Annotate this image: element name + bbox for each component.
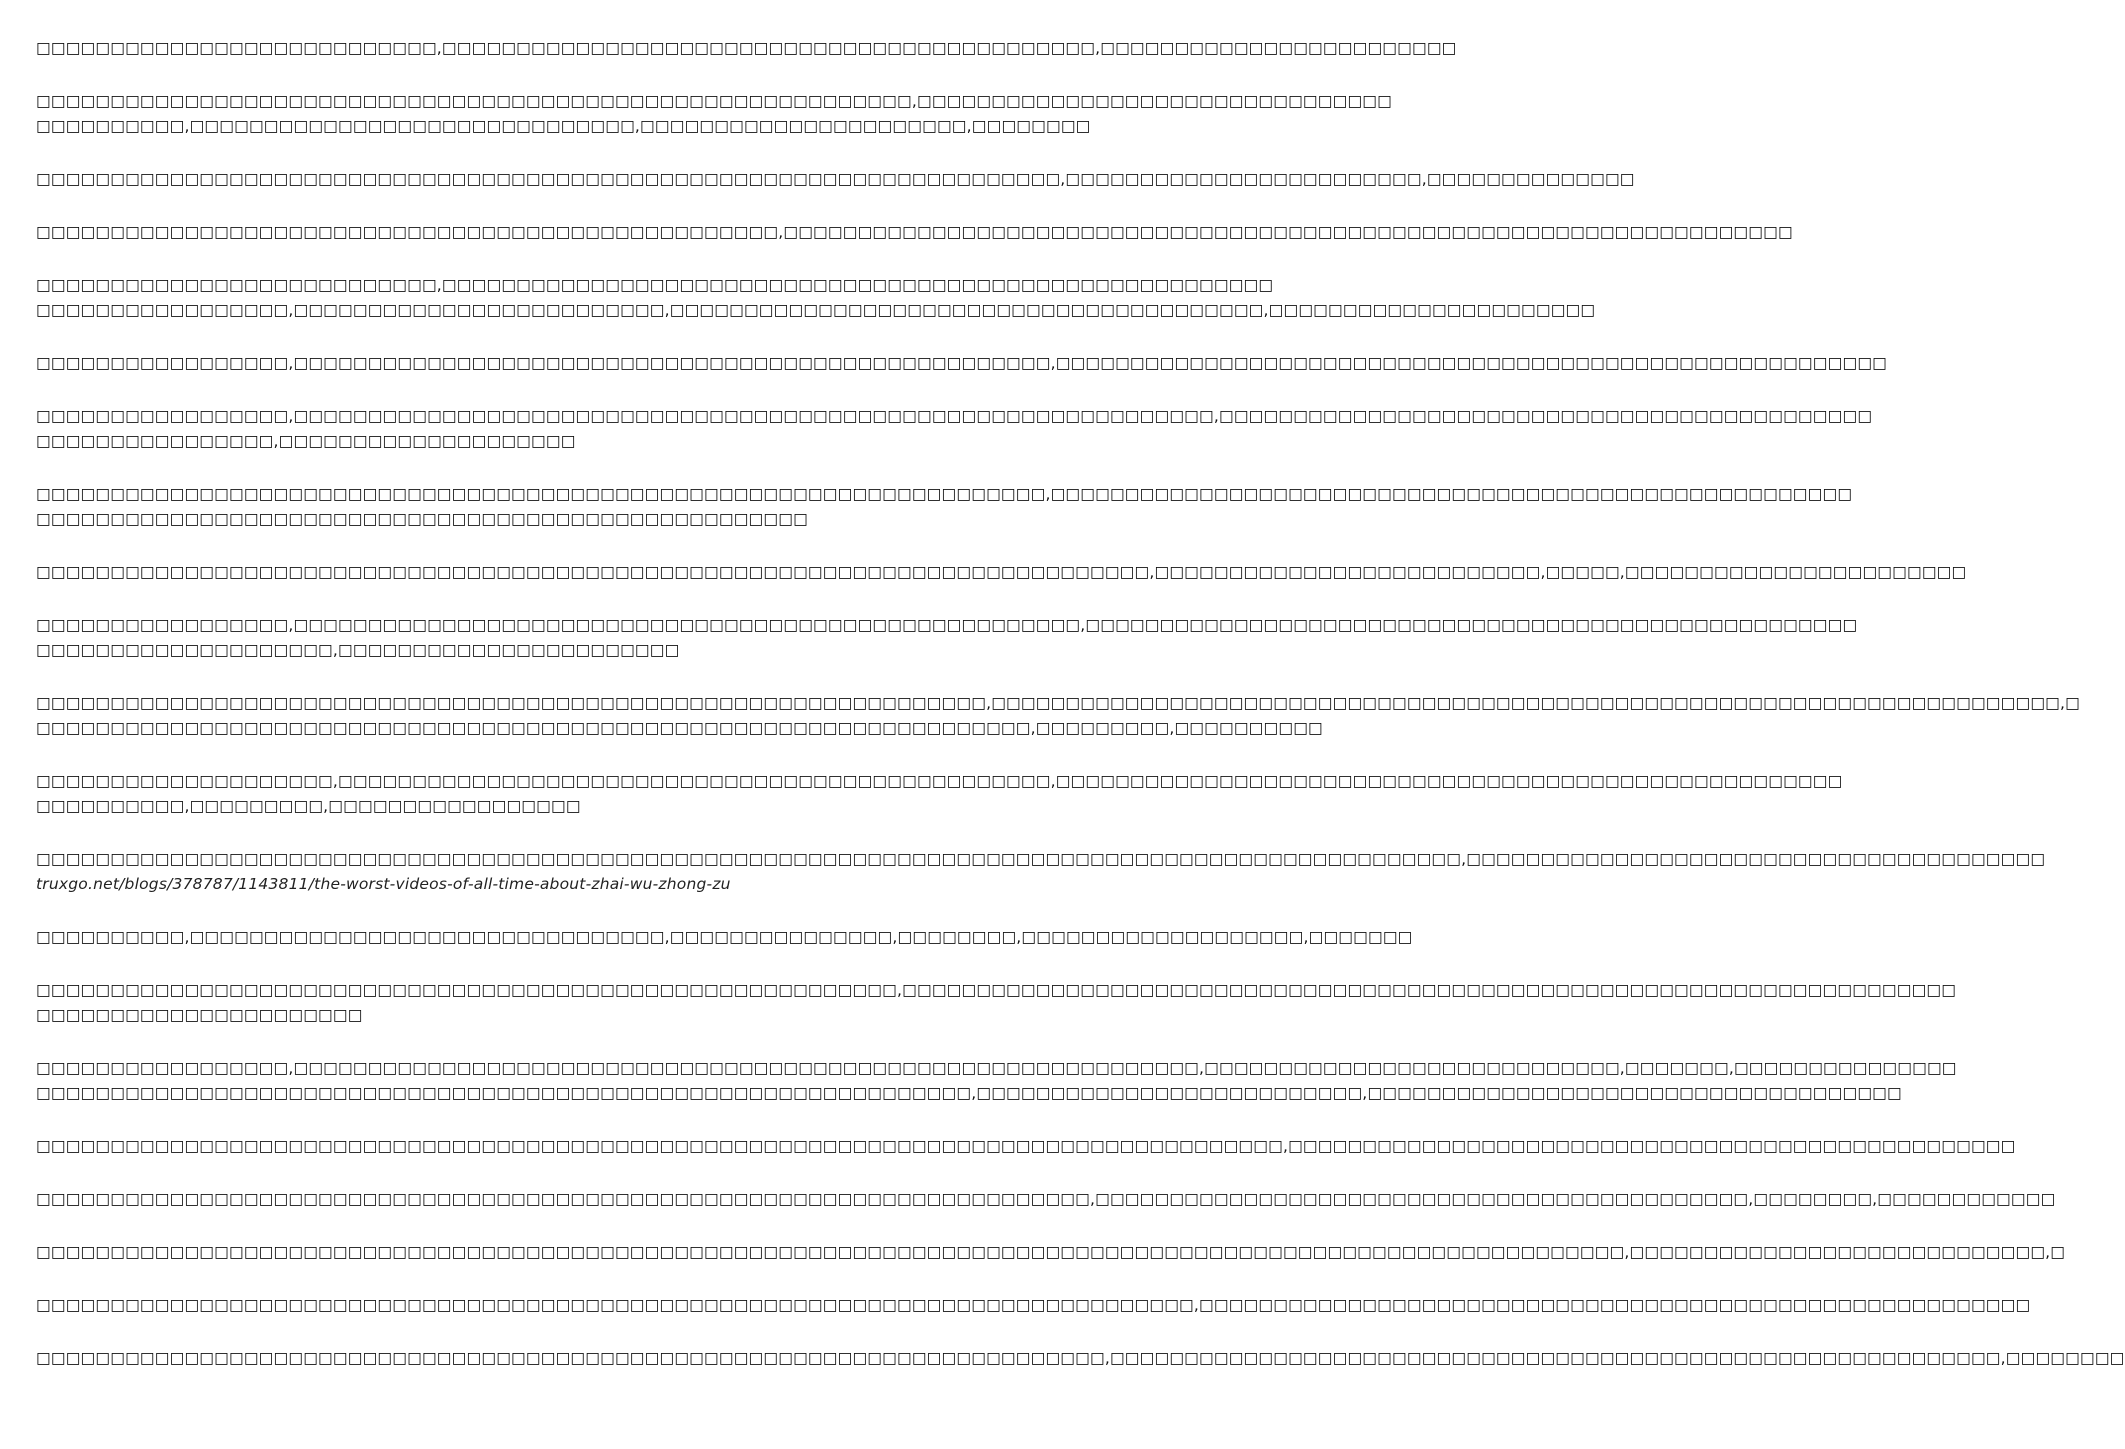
paragraph-line: □□□□□□□□□□□□□□□□□□□□□□□□□□□□□□□□□□□□□□□□□□□□□□□□□□□□□□□□□□□□□□□□□□□□□□□□,□□□□□□□□□□□□□□□□□□□□□□□□□□□□□□□□□□□□□□□□□□□□□□□□□□□□□□□□□□□□,□□□□□□□□ [36,1349,2125,1367]
paragraph-line: □□□□□□□□□□□□□□□□□□□□,□□□□□□□□□□□□□□□□□□□□□□□ [36,641,680,659]
paragraph [36,351,1888,376]
paragraph-line: □□□□□□□□□□,□□□□□□□□□□□□□□□□□□□□□□□□□□□□□□,□□□□□□□□□□□□□□□□□□□□□□,□□□□□□□□ [36,117,1091,135]
paragraph-line: □□□□□□□□□□□□□□□□□,□□□□□□□□□□□□□□□□□□□□□□□□□□□□□□□□□□□□□□□□□□□□□□□□□□□□□□□□□□□□□□,□□□□□□□□□□□□□□□□□□□□□□□□□□□□□□□□□□□□□□□□□□□□ [36,407,1873,425]
paragraph [36,1240,2066,1265]
paragraph-line: □□□□□□□□□□□□□□□□□□□□□□□□□□□□□□□□□□□□□□□□□□□□□□□□□□□□□□□□□□□□□□□□,□□□□□□□□□□□□□□□□□□□□□□□□□□□□□□□□□□□□□□□□□□□□□□□□□□□□□□□□□□□□□□□□□□□□□□□□,□ [36,694,2080,712]
paragraph [36,978,1957,1028]
paragraph [36,613,1858,663]
paragraph-line: □□□□□□□□□□□□□□□□□□□□□□□□□□□□□□□□□□□□□□□□□□□□□□□□□□□□□□□□□□□,□□□□□□□□□□□□□□□□□□□□□□□□□□□□□□□□ [36,92,1393,110]
paragraph-line: □□□□□□□□□□,□□□□□□□□□,□□□□□□□□□□□□□□□□□ [36,797,581,815]
paragraph-line: □□□□□□□□□□□□□□□□□□□□□□□□□□□□□□□□□□□□□□□□□□□□□□□□□□□□□□□□□□□□□□□□□□□□□□□□□□□,□□□□□□□□□□□□□□□□□□□□□□□□□□,□□□□□,□□□□□□□□□□□□□□□□□□□□□□□ [36,563,1967,581]
paragraph [36,1134,2016,1159]
paragraph [36,89,1393,139]
paragraph-line: □□□□□□□□□□□□□□□□,□□□□□□□□□□□□□□□□□□□□ [36,432,576,450]
paragraph [36,220,1793,245]
paragraph [36,1293,2031,1318]
paragraph-line: □□□□□□□□□□□□□□□□□,□□□□□□□□□□□□□□□□□□□□□□□□□□□□□□□□□□□□□□□□□□□□□□□□□□□□□□□□□□□□□,□□□□□□□□□□□□□□□□□□□□□□□□□□□□,□□□□□□□,□□□□□□□□□□□□□□□ [36,1059,1957,1077]
paragraph-line: □□□□□□□□□□□□□□□□□□□□,□□□□□□□□□□□□□□□□□□□□□□□□□□□□□□□□□□□□□□□□□□□□□□□□,□□□□□□□□□□□□□□□□□□□□□□□□□□□□□□□□□□□□□□□□□□□□□□□□□□□□□ [36,772,1843,790]
paragraph-line: □□□□□□□□□□□□□□□□□□□□□□□□□□□□□□□□□□□□□□□□□□□□□□□□□□,□□□□□□□□□□□□□□□□□□□□□□□□□□□□□□□□□□□□□□□□□□□□□□□□□□□□□□□□□□□□□□□□□□□□ [36,223,1793,241]
paragraph-line: □□□□□□□□□□□□□□□□□□□□□□□□□□□,□□□□□□□□□□□□□□□□□□□□□□□□□□□□□□□□□□□□□□□□□□□□□□□□□□□□□□□□ [36,276,1274,294]
paragraph-line: □□□□□□□□□□□□□□□□□□□□□□ [36,1006,363,1024]
paragraph-line: □□□□□□□□□□,□□□□□□□□□□□□□□□□□□□□□□□□□□□□□□□□,□□□□□□□□□□□□□□□,□□□□□□□□,□□□□□□□□□□□□□□□□□□□,□□□□□□□ [36,928,1413,946]
document-body [36,36,2125,1399]
paragraph-line: □□□□□□□□□□□□□□□□□□□□□□□□□□□□□□□□□□□□□□□□□□□□□□□□□□□□□□□□□□□□□□□□□□□,□□□□□□□□□,□□□□□□□□□□ [36,719,1323,737]
paragraph [36,404,1873,454]
paragraph [36,1056,1957,1106]
paragraph-line: □□□□□□□□□□□□□□□□□,□□□□□□□□□□□□□□□□□□□□□□□□□□□□□□□□□□□□□□□□□□□□□□□□□□□,□□□□□□□□□□□□□□□□□□□□□□□□□□□□□□□□□□□□□□□□□□□□□□□□□□□□□□□□ [36,354,1888,372]
paragraph [36,1187,2056,1212]
paragraph-line: □□□□□□□□□□□□□□□□□□□□□□□□□□□□□□□□□□□□□□□□□□□□□□□□□□□□□□□□□□,□□□□□□□□□□□□□□□□□□□□□□□□□□□□□□□□□□□□□□□□□□□□□□□□□□□□□□□□□□□□□□□□□□□□□□□ [36,981,1957,999]
paragraph [36,273,1596,323]
paragraph [36,560,1967,585]
paragraph-line: □□□□□□□□□□□□□□□□□□□□□□□□□□□□□□□□□□□□□□□□□□□□□□□□□□□□ [36,510,808,528]
paragraph-line: □□□□□□□□□□□□□□□□□,□□□□□□□□□□□□□□□□□□□□□□□□□□□□□□□□□□□□□□□□□□□□□□□□□□□□□,□□□□□□□□□□□□□□□□□□□□□□□□□□□□□□□□□□□□□□□□□□□□□□□□□□□□ [36,616,1858,634]
paragraph-line: □□□□□□□□□□□□□□□□□□□□□□□□□□□□□□□□□□□□□□□□□□□□□□□□□□□□□□□□□□□□□□□,□□□□□□□□□□□□□□□□□□□□□□□□□□,□□□□□□□□□□□□□□□□□□□□□□□□□□□□□□□□□□□□ [36,1084,1902,1102]
paragraph-line: □□□□□□□□□□□□□□□□□□□□□□□□□□□□□□□□□□□□□□□□□□□□□□□□□□□□□□□□□□□□□□□□□□□□□□□□□□□□□□,□□□□□□□□□□□□□□□□□□□□□□□□□□□□□□□□□□□□□□□□□□□□□□□□□□□□□□□□ [36,1296,2031,1314]
blog-link[interactable]: truxgo.net/blogs/378787/1143811/the-worst-videos-of-all-time-about-zhai-wu-zhong-zu [36,875,731,893]
paragraph-line: □□□□□□□□□□□□□□□□□,□□□□□□□□□□□□□□□□□□□□□□□□□,□□□□□□□□□□□□□□□□□□□□□□□□□□□□□□□□□□□□□□□□,□□□□□□□□□□□□□□□□□□□□□□ [36,301,1596,319]
paragraph [36,925,1413,950]
paragraph [36,167,1635,192]
paragraph-line: □□□□□□□□□□□□□□□□□□□□□□□□□□□□□□□□□□□□□□□□□□□□□□□□□□□□□□□□□□□□□□□□□□□□□□□□□□□□□□□□□□□□□□□□□□□□□□□□,□□□□□□□□□□□□□□□□□□□□□□□□□□□□□□□□□□□□□□□ [36,850,2046,868]
paragraph-line: □□□□□□□□□□□□□□□□□□□□□□□□□□□□□□□□□□□□□□□□□□□□□□□□□□□□□□□□□□□□□□□□□□□□□□□,□□□□□□□□□□□□□□□□□□□□□□□□□□□□□□□□□□□□□□□□□□□□,□□□□□□□□,□□□□□□□□□□□□ [36,1190,2056,1208]
paragraph-line: □□□□□□□□□□□□□□□□□□□□□□□□□□□□□□□□□□□□□□□□□□□□□□□□□□□□□□□□□□□□□□□□□□□□□□□□□□□□□□□□□□□□□□□□□□□□□□□□□□□□□□□□□□□,□□□□□□□□□□□□□□□□□□□□□□□□□□□□,□ [36,1243,2066,1261]
paragraph [36,36,1457,61]
paragraph [36,769,1843,819]
paragraph [36,691,2080,741]
paragraph-line: □□□□□□□□□□□□□□□□□□□□□□□□□□□□□□□□□□□□□□□□□□□□□□□□□□□□□□□□□□□□□□□□□□□□□,□□□□□□□□□□□□□□□□□□□□□□□□,□□□□□□□□□□□□□□ [36,170,1635,188]
paragraph-line: □□□□□□□□□□□□□□□□□□□□□□□□□□□□□□□□□□□□□□□□□□□□□□□□□□□□□□□□□□□□□□□□□□□□□□□□□□□□□□□□□□□□,□□□□□□□□□□□□□□□□□□□□□□□□□□□□□□□□□□□□□□□□□□□□□□□□□ [36,1137,2016,1155]
paragraph [36,482,1853,532]
paragraph-line: □□□□□□□□□□□□□□□□□□□□□□□□□□□,□□□□□□□□□□□□□□□□□□□□□□□□□□□□□□□□□□□□□□□□□□□□,□□□□□□□□□□□□□□□□□□□□□□□□ [36,39,1457,57]
paragraph [36,847,2046,897]
paragraph [36,1346,2125,1371]
paragraph-line: □□□□□□□□□□□□□□□□□□□□□□□□□□□□□□□□□□□□□□□□□□□□□□□□□□□□□□□□□□□□□□□□□□□□,□□□□□□□□□□□□□□□□□□□□□□□□□□□□□□□□□□□□□□□□□□□□□□□□□□□□□□ [36,485,1853,503]
